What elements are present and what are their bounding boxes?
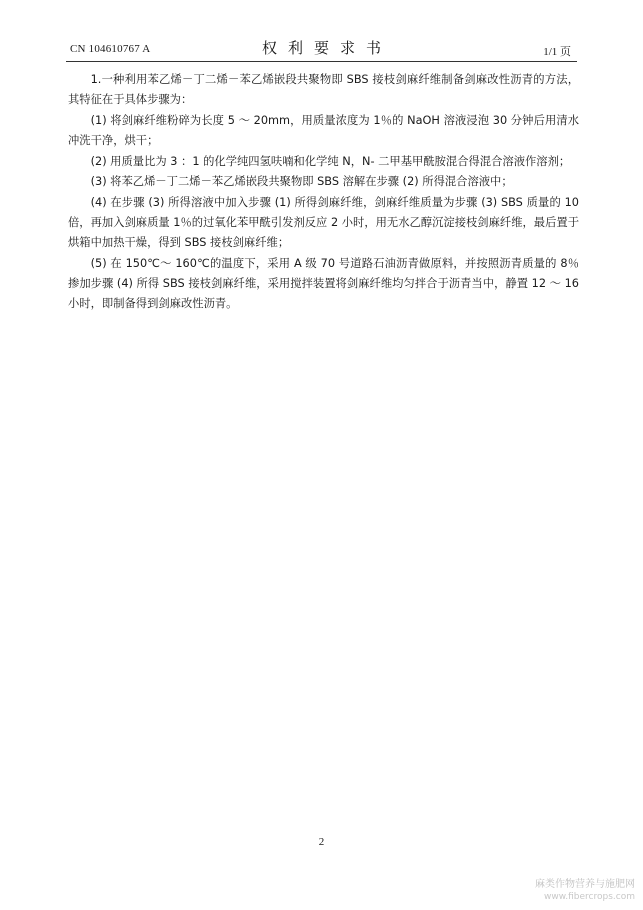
claim-step-5: (5) 在 150℃～ 160℃的温度下，采用 A 级 70 号道路石油沥青做原料，并按照沥青质量的 8％掺加步骤 (4) 所得 SBS 接枝剑麻纤维，采用搅拌装置将剑麻纤维均匀拌合于沥青当中，静置 12 ～ 16 小时，即制备得到剑麻改性沥青。 <box>68 256 579 311</box>
claim-step-2: (2) 用质量比为 3 ：1 的化学纯四氢呋喃和化学纯 N，N- 二甲基甲酰胺混合得混合溶液作溶剂； <box>90 154 571 168</box>
claims-body <box>68 70 579 315</box>
page-count: 1/1 页 <box>543 46 571 58</box>
watermark <box>535 879 635 903</box>
watermark-site-name: 麻类作物营养与施肥网 <box>535 879 635 890</box>
claim-step-4: (4) 在步骤 (3) 所得溶液中加入步骤 (1) 所得剑麻纤维，剑麻纤维质量为步骤 (3) SBS 质量的 10 倍，再加入剑麻质量 1％的过氧化苯甲酰引发剂反应 2 小时，用无水乙醇沉淀接枝剑麻纤维，最后置于烘箱中加热干燥，得到 SBS 接枝剑麻纤维； <box>68 195 579 250</box>
header-divider <box>66 61 577 62</box>
page-title: 权利要求书 <box>261 39 392 57</box>
watermark-url: www.fibercrops.com <box>544 892 635 902</box>
publication-number: CN 104610767 A <box>70 43 151 55</box>
claim-step-3: (3) 将苯乙烯－丁二烯－苯乙烯嵌段共聚物即 SBS 溶解在步骤 (2) 所得混合溶液中； <box>90 175 513 189</box>
document-header <box>66 34 577 60</box>
claim-paragraph: 1.一种利用苯乙烯－丁二烯－苯乙烯嵌段共聚物即 SBS 接枝剑麻纤维制备剑麻改性沥青的方法，其特征在于具体步骤为： <box>68 73 579 107</box>
page-number: 2 <box>318 836 325 848</box>
claim-step-1: (1) 将剑麻纤维粉碎为长度 5 ～ 20mm，用质量浓度为 1％的 NaOH 溶液浸泡 30 分钟后用清水冲洗干净，烘干； <box>68 113 579 147</box>
